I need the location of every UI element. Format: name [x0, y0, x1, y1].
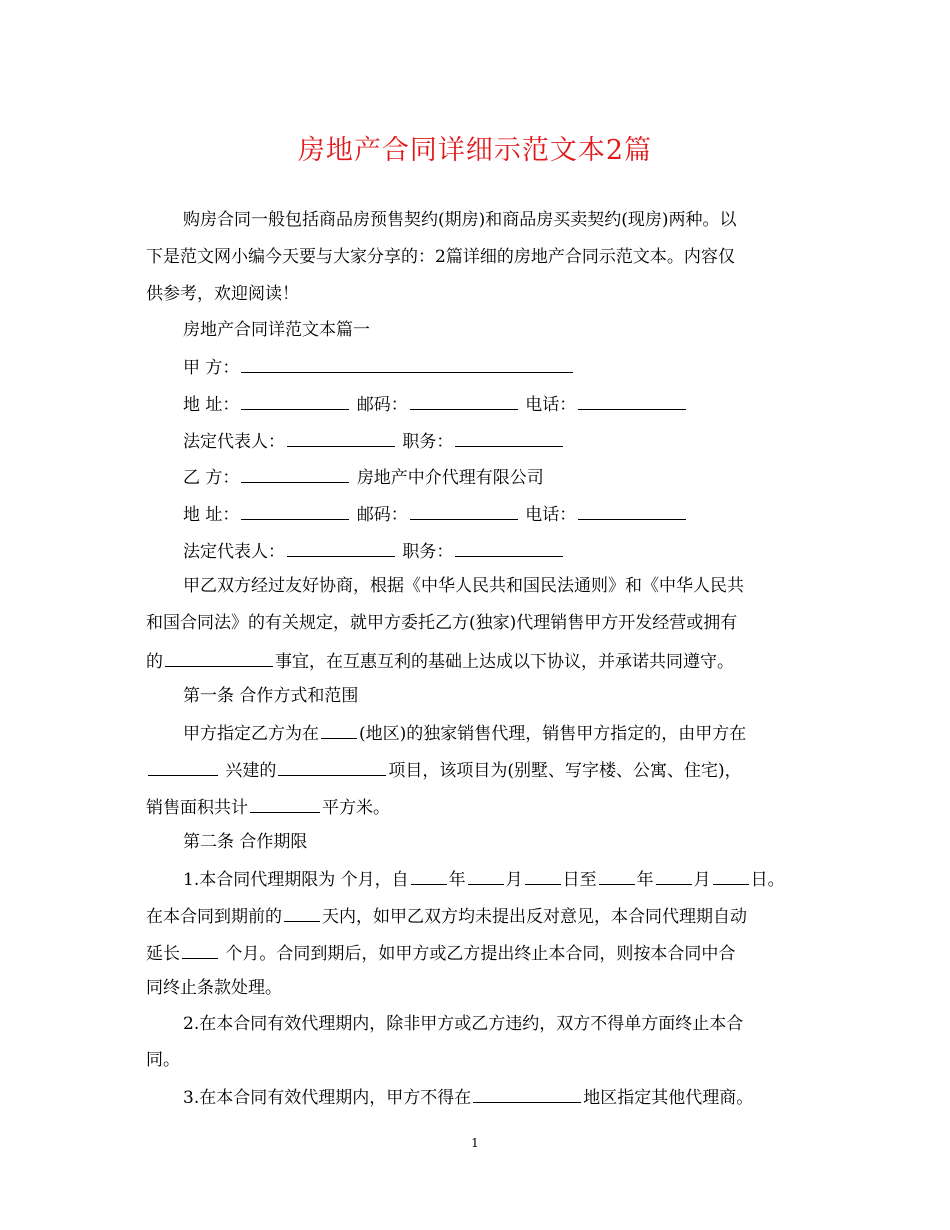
clause-text: 月	[693, 870, 711, 890]
preamble-line-1: 甲乙双方经过友好协商，根据《中华人民共和国民法通则》和《中华人民共	[183, 576, 744, 596]
zip-blank	[410, 501, 518, 520]
rep-label: 法定代表人：	[183, 542, 285, 562]
party-a-contact-line	[183, 391, 688, 415]
clause1-line-2	[146, 903, 747, 927]
area-blank	[250, 794, 320, 813]
party-b-contact-line	[183, 501, 688, 525]
preamble-text: 事宜，在互惠互利的基础上达成以下协议，并承诺共同遵守。	[275, 652, 734, 672]
address-blank	[241, 501, 349, 520]
document-title: 房地产合同详细示范文本2篇	[297, 135, 653, 166]
article2-title: 第二条 合作期限	[183, 832, 308, 852]
phone-blank	[578, 391, 686, 410]
clause-text: 天内，如甲乙双方均未提出反对意见，本合同代理期自动	[322, 907, 747, 927]
preamble-line-3	[146, 648, 734, 672]
position-label: 职务：	[402, 542, 454, 562]
page-number: 1	[471, 1136, 479, 1150]
address-label: 地 址：	[183, 505, 240, 525]
clause2-line-1: 2.在本合同有效代理期内，除非甲方或乙方违约，双方不得单方面终止本合	[183, 1014, 744, 1034]
zip-label: 邮码：	[356, 505, 408, 525]
location-blank	[148, 757, 218, 776]
clause-text: 延长	[146, 944, 180, 964]
clause-text: 年	[448, 870, 466, 890]
address-blank	[241, 391, 349, 410]
preamble-blank	[165, 648, 273, 667]
address-label: 地 址：	[183, 395, 240, 415]
phone-label: 电话：	[525, 395, 577, 415]
clause-text: 月	[505, 870, 523, 890]
position-label: 职务：	[402, 432, 454, 452]
project-blank	[278, 757, 386, 776]
days-blank	[284, 903, 320, 922]
months-blank	[182, 940, 218, 959]
article1-text: 平方米。	[322, 798, 390, 818]
preamble-text: 的	[146, 652, 163, 672]
party-a-line	[183, 354, 575, 378]
date-blank	[468, 866, 504, 885]
intro-line-3: 供参考，欢迎阅读！	[146, 284, 299, 304]
article1-text: (地区)的独家销售代理，销售甲方指定的，由甲方在	[359, 724, 747, 744]
party-a-label: 甲 方：	[183, 358, 240, 378]
clause-text: 3.在本合同有效代理期内，甲方不得在	[183, 1088, 472, 1108]
clause-text: 个月。合同到期后，如甲方或乙方提出终止本合同，则按本合同中合	[220, 944, 736, 964]
party-a-rep-line	[183, 428, 565, 452]
date-blank	[525, 866, 561, 885]
intro-line-1: 购房合同一般包括商品房预售契约(期房)和商品房买卖契约(现房)两种。以	[183, 210, 737, 230]
party-b-label: 乙 方：	[183, 468, 240, 488]
region-blank	[321, 720, 357, 739]
rep-blank	[287, 428, 395, 447]
clause-text: 1.本合同代理期限为 个月，自	[183, 870, 409, 890]
rep-blank	[287, 538, 395, 557]
intro-line-2: 下是范文网小编今天要与大家分享的：2篇详细的房地产合同示范文本。内容仅	[146, 247, 735, 267]
zip-blank	[410, 391, 518, 410]
phone-blank	[578, 501, 686, 520]
article1-text: 兴建的	[225, 761, 277, 781]
party-b-name: 房地产中介代理有限公司	[356, 468, 544, 488]
date-blank	[656, 866, 692, 885]
clause1-line-4: 同终止条款处理。	[146, 978, 282, 998]
clause-text: 日至	[562, 870, 597, 890]
article1-line-3	[146, 794, 390, 818]
clause3-line-1	[183, 1084, 753, 1108]
zip-label: 邮码：	[356, 395, 408, 415]
article1-text: 甲方指定乙方为在	[183, 724, 319, 744]
region-blank	[473, 1084, 581, 1103]
phone-label: 电话：	[525, 505, 577, 525]
rep-label: 法定代表人：	[183, 432, 285, 452]
clause-text: 地区指定其他代理商。	[583, 1088, 754, 1108]
preamble-line-2: 和国合同法》的有关规定，就甲方委托乙方(独家)代理销售甲方开发经营或拥有	[146, 613, 738, 633]
party-b-rep-line	[183, 538, 565, 562]
article1-line-2	[146, 757, 742, 781]
clause1-line-3	[146, 940, 735, 964]
clause1-line-1	[183, 866, 785, 890]
clause-text: 年	[636, 870, 654, 890]
party-a-blank	[241, 354, 573, 373]
date-blank	[599, 866, 635, 885]
article1-title: 第一条 合作方式和范围	[183, 686, 359, 706]
clause-text: 在本合同到期前的	[146, 907, 282, 927]
article1-text: 销售面积共计	[146, 798, 248, 818]
position-blank	[455, 538, 563, 557]
section1-title: 房地产合同详范文本篇一	[183, 320, 370, 340]
clause-text: 日。	[750, 870, 785, 890]
article1-line-1	[183, 720, 746, 744]
position-blank	[455, 428, 563, 447]
clause2-line-2: 同。	[146, 1050, 180, 1070]
party-b-blank	[241, 464, 349, 483]
date-blank	[411, 866, 447, 885]
article1-text: 项目，该项目为(别墅、写字楼、公寓、住宅)，	[388, 761, 742, 781]
date-blank	[713, 866, 749, 885]
party-b-line	[183, 464, 544, 488]
